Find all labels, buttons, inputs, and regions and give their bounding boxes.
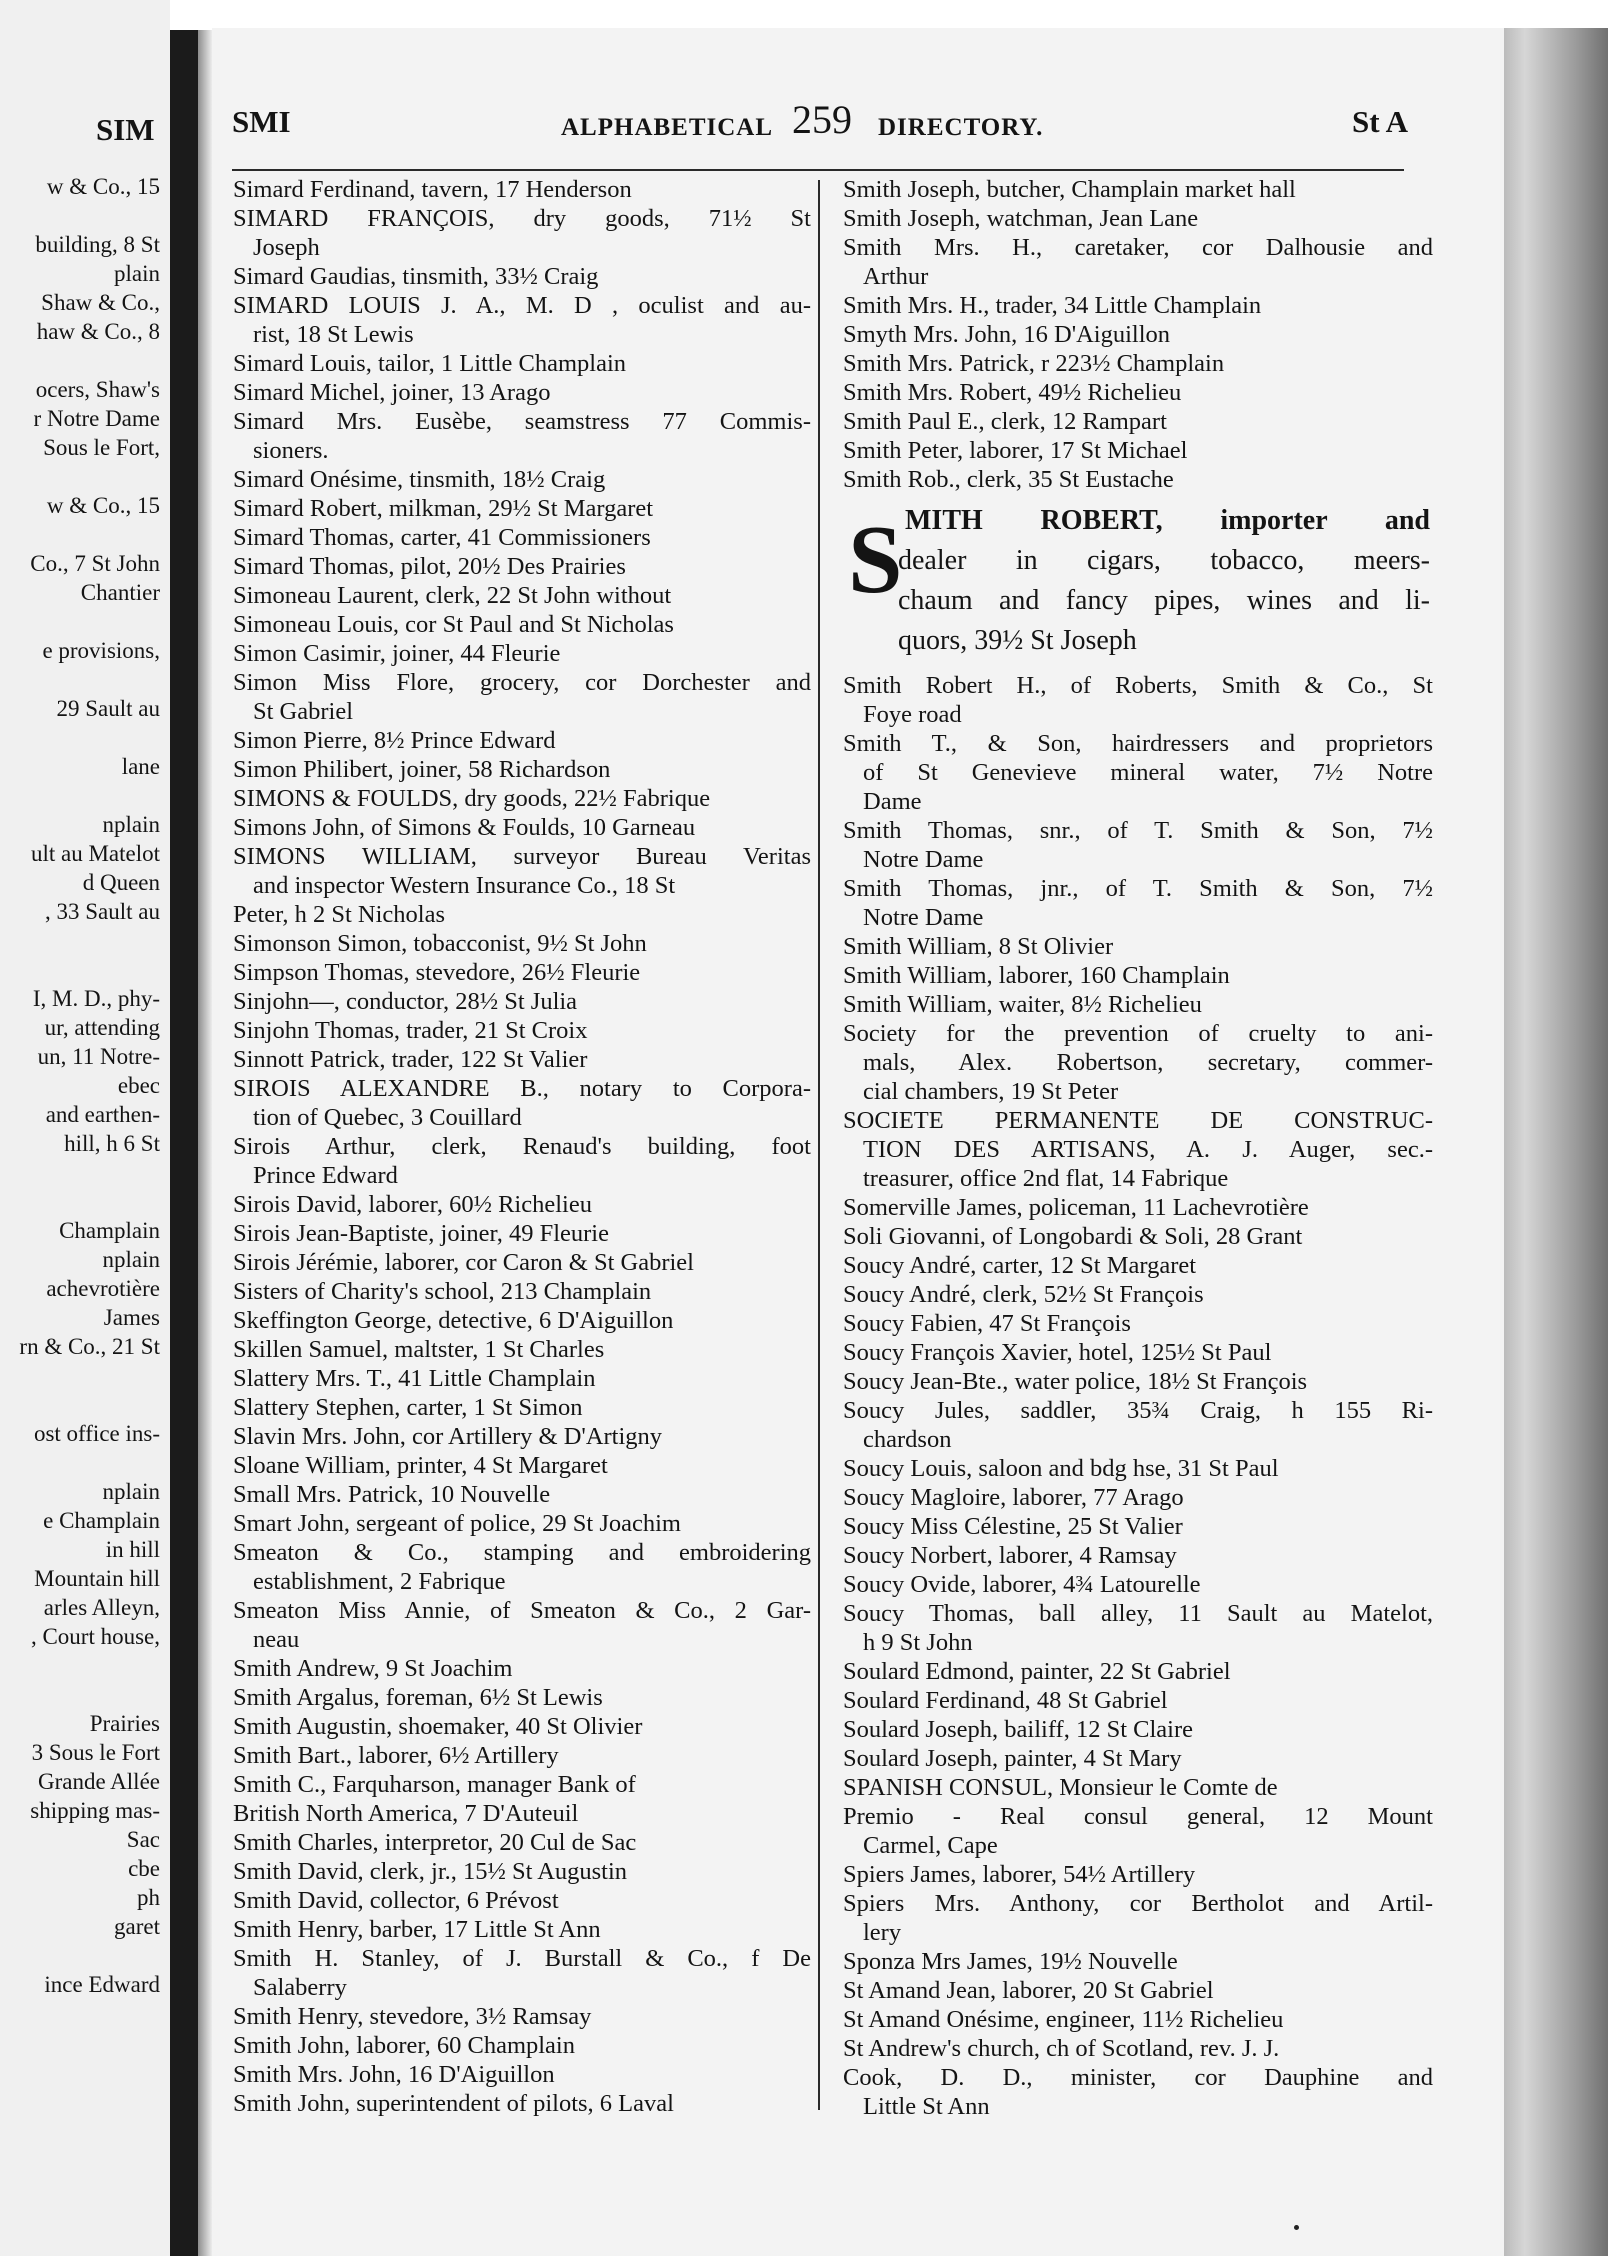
- previous-page-line: [0, 1941, 160, 1971]
- directory-entry-line: Notre Dame: [863, 846, 984, 873]
- directory-entry-line: Sirois Jean-Baptiste, joiner, 49 Fleurie: [233, 1220, 609, 1247]
- previous-page-line: [0, 201, 160, 231]
- previous-page-line: [0, 723, 160, 753]
- directory-entry-line: h 9 St John: [863, 1629, 973, 1656]
- directory-entry-line: SOCIETE PERMANENTE DE CONSTRUC-: [843, 1107, 1433, 1134]
- directory-entry-line: and inspector Western Insurance Co., 18 St: [253, 872, 676, 899]
- directory-entry-line: Smart John, sergeant of police, 29 St Joachim: [233, 1510, 681, 1537]
- directory-entry-line: Society for the prevention of cruelty to ani-: [843, 1020, 1433, 1047]
- directory-entry-line: Smith John, superintendent of pilots, 6 Laval: [233, 2090, 674, 2117]
- directory-entry-line: Small Mrs. Patrick, 10 Nouvelle: [233, 1481, 551, 1508]
- directory-entry-line: Smyth Mrs. John, 16 D'Aiguillon: [843, 321, 1171, 348]
- column-divider: [818, 180, 820, 2110]
- previous-page-line: rn & Co., 21 St: [19, 1334, 160, 1359]
- page-number: 259: [792, 97, 852, 142]
- previous-page-line: ost office ins-: [33, 1421, 160, 1446]
- directory-entry-line: Simard Michel, joiner, 13 Arago: [233, 379, 551, 406]
- previous-page-line: [0, 1361, 160, 1391]
- previous-page-line: in hill: [105, 1537, 160, 1562]
- directory-entry-line: Slavin Mrs. John, cor Artillery & D'Artigny: [233, 1423, 663, 1450]
- directory-entry-line: Soucy François Xavier, hotel, 125½ St Paul: [843, 1339, 1272, 1366]
- directory-entry-line: establishment, 2 Fabrique: [253, 1568, 506, 1595]
- previous-page-line: [0, 346, 160, 376]
- directory-entry-line: Soucy André, clerk, 52½ St François: [843, 1281, 1204, 1308]
- directory-entry-line: St Andrew's church, ch of Scotland, rev. J. J.: [843, 2035, 1280, 2062]
- previous-page-line: [0, 1680, 160, 1710]
- directory-entry-line: Simoneau Laurent, clerk, 22 St John without: [233, 582, 672, 609]
- directory-entry-line: British North America, 7 D'Auteuil: [233, 1800, 579, 1827]
- previous-page-line: Shaw & Co.,: [41, 290, 160, 315]
- directory-entry-line: Smith William, laborer, 160 Champlain: [843, 962, 1230, 989]
- directory-entry-line: Simard Louis, tailor, 1 Little Champlain: [233, 350, 627, 377]
- directory-entry-line: Sisters of Charity's school, 213 Champlain: [233, 1278, 652, 1305]
- directory-entry-line: Soucy André, carter, 12 St Margaret: [843, 1252, 1197, 1279]
- previous-page-line: arles Alleyn,: [43, 1595, 160, 1620]
- directory-entry-line: Soucy Magloire, laborer, 77 Arago: [843, 1484, 1184, 1511]
- directory-entry-line: Simard Mrs. Eusèbe, seamstress 77 Commis-: [233, 408, 811, 435]
- previous-page-line: [0, 781, 160, 811]
- directory-entry-line: Simard Thomas, carter, 41 Commissioners: [233, 524, 651, 551]
- previous-page-line: [0, 1390, 160, 1420]
- directory-entry-line: Simard Ferdinand, tavern, 17 Henderson: [233, 176, 632, 203]
- directory-entry-line: Little St Ann: [863, 2093, 990, 2120]
- previous-page-line: ur, attending: [44, 1015, 160, 1040]
- directory-entry-line: Simpson Thomas, stevedore, 26½ Fleurie: [233, 959, 641, 986]
- directory-entry-line: Simard Robert, milkman, 29½ St Margaret: [233, 495, 654, 522]
- directory-entry-line: SIROIS ALEXANDRE B., notary to Corpora-: [233, 1075, 811, 1102]
- directory-entry-line: Smeaton Miss Annie, of Smeaton & Co., 2 Gar-: [233, 1597, 811, 1624]
- directory-entry-line: Smith Mrs. Patrick, r 223½ Champlain: [843, 350, 1225, 377]
- directory-entry-line: Smith H. Stanley, of J. Burstall & Co., f De: [233, 1945, 811, 1972]
- directory-entry-line: Arthur: [863, 263, 929, 290]
- directory-entry-line: Notre Dame: [863, 904, 984, 931]
- directory-entry-line: of St Genevieve mineral water, 7½ Notre: [863, 759, 1433, 786]
- previous-page-line: I, M. D., phy-: [32, 986, 160, 1011]
- directory-entry-line: Smith Joseph, watchman, Jean Lane: [843, 205, 1199, 232]
- directory-entry-line: Simard Gaudias, tinsmith, 33½ Craig: [233, 263, 599, 290]
- directory-entry-line: Dame: [863, 788, 922, 815]
- previous-page-line: e provisions,: [42, 638, 160, 663]
- previous-page-line: w & Co., 15: [46, 174, 160, 199]
- previous-page-line: ph: [137, 1885, 160, 1910]
- directory-entry-line: Spiers Mrs. Anthony, cor Bertholot and Artil-: [843, 1890, 1433, 1917]
- advert-line: quors, 39½ St Joseph: [898, 625, 1137, 656]
- directory-entry-line: Simoneau Louis, cor St Paul and St Nicholas: [233, 611, 674, 638]
- directory-entry-line: Simon Philibert, joiner, 58 Richardson: [233, 756, 611, 783]
- advert-line: dealer in cigars, tobacco, meers-: [898, 545, 1430, 576]
- previous-page-line: and earthen-: [45, 1102, 160, 1127]
- directory-entry-line: Soucy Louis, saloon and bdg hse, 31 St Paul: [843, 1455, 1279, 1482]
- previous-page-line: ult au Matelot: [30, 841, 160, 866]
- previous-page-line: Chantier: [80, 580, 160, 605]
- previous-page-fragment: [0, 0, 170, 2256]
- directory-entry-line: Smith Robert H., of Roberts, Smith & Co., St: [843, 672, 1433, 699]
- directory-entry-line: Simon Miss Flore, grocery, cor Dorchester and: [233, 669, 811, 696]
- previous-page-line: [0, 1651, 160, 1681]
- previous-page-line: Sous le Fort,: [43, 435, 160, 460]
- previous-page-line: [0, 1448, 160, 1478]
- previous-page-line: lane: [121, 754, 160, 779]
- directory-entry-line: Soucy Thomas, ball alley, 11 Sault au Matelot,: [843, 1600, 1433, 1627]
- directory-entry-line: Soulard Edmond, painter, 22 St Gabriel: [843, 1658, 1231, 1685]
- directory-entry-line: Skillen Samuel, maltster, 1 St Charles: [233, 1336, 605, 1363]
- gutter-shadow: [198, 30, 212, 2256]
- directory-entry-line: Smith Mrs. H., trader, 34 Little Champlain: [843, 292, 1262, 319]
- directory-entry-line: Smith Thomas, jnr., of T. Smith & Son, 7½: [843, 875, 1433, 902]
- previous-page-line: achevrotière: [46, 1276, 160, 1301]
- previous-page-line: w & Co., 15: [46, 493, 160, 518]
- directory-entry-line: cial chambers, 19 St Peter: [863, 1078, 1119, 1105]
- directory-entry-line: St Gabriel: [253, 698, 354, 725]
- advert-initial: S: [848, 506, 903, 614]
- directory-entry-line: Smith Joseph, butcher, Champlain market hall: [843, 176, 1296, 203]
- directory-entry-line: Soucy Norbert, laborer, 4 Ramsay: [843, 1542, 1177, 1569]
- directory-entry-line: Smith Mrs. John, 16 D'Aiguillon: [233, 2061, 555, 2088]
- directory-entry-line: Sinjohn—, conductor, 28½ St Julia: [233, 988, 578, 1015]
- directory-entry-line: Smith John, laborer, 60 Champlain: [233, 2032, 575, 2059]
- directory-entry-line: Smith T., & Son, hairdressers and proprietors: [843, 730, 1433, 757]
- previous-page-line: ocers, Shaw's: [35, 377, 160, 402]
- book-gutter: [170, 30, 198, 2256]
- directory-entry-line: Smith Rob., clerk, 35 St Eustache: [843, 466, 1174, 493]
- directory-entry-line: Sloane William, printer, 4 St Margaret: [233, 1452, 608, 1479]
- previous-page-line: haw & Co., 8: [36, 319, 160, 344]
- page-speck: [1294, 2225, 1299, 2230]
- directory-entry-line: Slattery Mrs. T., 41 Little Champlain: [233, 1365, 596, 1392]
- directory-entry-line: SIMARD LOUIS J. A., M. D , oculist and au-: [233, 292, 811, 319]
- directory-entry-line: Soucy Jean-Bte., water police, 18½ St François: [843, 1368, 1308, 1395]
- directory-entry-line: Sinnott Patrick, trader, 122 St Valier: [233, 1046, 588, 1073]
- previous-page-line: [0, 926, 160, 956]
- previous-page-line: un, 11 Notre-: [37, 1044, 160, 1069]
- directory-entry-line: Sirois Jérémie, laborer, cor Caron & St Gabriel: [233, 1249, 694, 1276]
- directory-entry-line: SPANISH CONSUL, Monsieur le Comte de: [843, 1774, 1278, 1801]
- previous-page-line: cbe: [128, 1856, 160, 1881]
- directory-entry-line: Soulard Joseph, painter, 4 St Mary: [843, 1745, 1182, 1772]
- previous-page-line: 29 Sault au: [56, 696, 160, 721]
- directory-entry-line: Sirois Arthur, clerk, Renaud's building, foot: [233, 1133, 811, 1160]
- previous-page-line: d Queen: [82, 870, 160, 895]
- directory-entry-line: Smith Augustin, shoemaker, 40 St Olivier: [233, 1713, 643, 1740]
- directory-entry-line: Sirois David, laborer, 60½ Richelieu: [233, 1191, 592, 1218]
- previous-page-line: hill, h 6 St: [64, 1131, 160, 1156]
- directory-entry-line: St Amand Jean, laborer, 20 St Gabriel: [843, 1977, 1214, 2004]
- directory-entry-line: Soulard Ferdinand, 48 St Gabriel: [843, 1687, 1168, 1714]
- previous-page-line: 3 Sous le Fort: [31, 1740, 160, 1765]
- previous-page-line: ince Edward: [44, 1972, 160, 1997]
- directory-entry-line: Simon Pierre, 8½ Prince Edward: [233, 727, 556, 754]
- previous-page-line: garet: [114, 1914, 160, 1939]
- previous-page-line: [0, 1187, 160, 1217]
- directory-entry-line: Sponza Mrs James, 19½ Nouvelle: [843, 1948, 1178, 1975]
- directory-entry-line: SIMONS & FOULDS, dry goods, 22½ Fabrique: [233, 785, 711, 812]
- previous-page-line: nplain: [102, 1479, 160, 1504]
- directory-entry-line: SIMONS WILLIAM, surveyor Bureau Veritas: [233, 843, 811, 870]
- directory-entry-line: Simard Onésime, tinsmith, 18½ Craig: [233, 466, 606, 493]
- previous-page-header: SIM: [96, 112, 155, 147]
- previous-page-line: [0, 665, 160, 695]
- previous-page-line: , Court house,: [30, 1624, 160, 1649]
- directory-entry-line: Joseph: [253, 234, 320, 261]
- previous-page-line: ebec: [117, 1073, 160, 1098]
- header-section-left: SMI: [232, 104, 291, 139]
- directory-entry-line: Smith David, clerk, jr., 15½ St Augustin: [233, 1858, 628, 1885]
- directory-entry-line: Skeffington George, detective, 6 D'Aiguillon: [233, 1307, 674, 1334]
- previous-page-line: building, 8 St: [35, 232, 160, 257]
- directory-entry-line: Simonson Simon, tobacconist, 9½ St John: [233, 930, 647, 957]
- directory-entry-line: Smith David, collector, 6 Prévost: [233, 1887, 559, 1914]
- directory-entry-line: Salaberry: [253, 1974, 347, 2001]
- header-title-right: DIRECTORY.: [878, 114, 1044, 141]
- previous-page-line: [0, 520, 160, 550]
- previous-page-line: [0, 955, 160, 985]
- directory-entry-line: Premio - Real consul general, 12 Mount: [843, 1803, 1433, 1830]
- directory-entry-line: Smith Thomas, snr., of T. Smith & Son, 7½: [843, 817, 1433, 844]
- directory-entry-line: TION DES ARTISANS, A. J. Auger, sec.-: [863, 1136, 1433, 1163]
- previous-page-line: Sac: [126, 1827, 160, 1852]
- directory-entry-line: Smith Bart., laborer, 6½ Artillery: [233, 1742, 559, 1769]
- directory-entry-line: SIMARD FRANÇOIS, dry goods, 71½ St: [233, 205, 811, 232]
- header-rule: [232, 169, 1404, 171]
- directory-entry-line: Simons John, of Simons & Foulds, 10 Garneau: [233, 814, 696, 841]
- directory-entry-line: Smith Argalus, foreman, 6½ St Lewis: [233, 1684, 603, 1711]
- directory-entry-line: Soli Giovanni, of Longobardi & Soli, 28 Grant: [843, 1223, 1303, 1250]
- previous-page-line: Prairies: [89, 1711, 160, 1736]
- directory-entry-line: mals, Alex. Robertson, secretary, commer-: [863, 1049, 1433, 1076]
- directory-entry-line: Smith Mrs. Robert, 49½ Richelieu: [843, 379, 1182, 406]
- previous-page-line: plain: [114, 261, 160, 286]
- directory-entry-line: St Amand Onésime, engineer, 11½ Richelieu: [843, 2006, 1284, 2033]
- directory-entry-line: Smith Charles, interpretor, 20 Cul de Sac: [233, 1829, 637, 1856]
- previous-page-line: nplain: [102, 812, 160, 837]
- directory-entry-line: Soucy Fabien, 47 St François: [843, 1310, 1131, 1337]
- directory-entry-line: Smith C., Farquharson, manager Bank of: [233, 1771, 636, 1798]
- directory-entry-line: Smith Andrew, 9 St Joachim: [233, 1655, 513, 1682]
- previous-page-line: James: [103, 1305, 160, 1330]
- directory-entry-line: chardson: [863, 1426, 952, 1453]
- directory-entry-line: Smith Paul E., clerk, 12 Rampart: [843, 408, 1167, 435]
- directory-entry-line: Smith Peter, laborer, 17 St Michael: [843, 437, 1188, 464]
- directory-entry-line: Smith Mrs. H., caretaker, cor Dalhousie and: [843, 234, 1433, 261]
- directory-entry-line: Simard Thomas, pilot, 20½ Des Prairies: [233, 553, 626, 580]
- directory-entry-line: Soucy Miss Célestine, 25 St Valier: [843, 1513, 1183, 1540]
- directory-entry-line: Spiers James, laborer, 54½ Artillery: [843, 1861, 1196, 1888]
- directory-entry-line: neau: [253, 1626, 300, 1653]
- directory-entry-line: Smith Henry, stevedore, 3½ Ramsay: [233, 2003, 592, 2030]
- directory-entry-line: Carmel, Cape: [863, 1832, 998, 1859]
- previous-page-line: shipping mas-: [30, 1798, 160, 1823]
- directory-entry-line: Smeaton & Co., stamping and embroidering: [233, 1539, 811, 1566]
- previous-page-line: nplain: [102, 1247, 160, 1272]
- header-title-left: ALPHABETICAL: [561, 114, 774, 141]
- directory-entry-line: Slattery Stephen, carter, 1 St Simon: [233, 1394, 583, 1421]
- previous-page-line: , 33 Sault au: [45, 899, 160, 924]
- advert-line: MITH ROBERT, importer and: [905, 505, 1430, 536]
- directory-entry-line: treasurer, office 2nd flat, 14 Fabrique: [863, 1165, 1229, 1192]
- previous-page-line: Grande Allée: [38, 1769, 160, 1794]
- directory-entry-line: Sinjohn Thomas, trader, 21 St Croix: [233, 1017, 588, 1044]
- directory-entry-line: Somerville James, policeman, 11 Lachevrotière: [843, 1194, 1309, 1221]
- directory-entry-line: Soucy Ovide, laborer, 4¾ Latourelle: [843, 1571, 1201, 1598]
- directory-entry-line: Smith William, waiter, 8½ Richelieu: [843, 991, 1202, 1018]
- directory-entry-line: Prince Edward: [253, 1162, 398, 1189]
- previous-page-line: Champlain: [59, 1218, 160, 1243]
- previous-page-line: [0, 1158, 160, 1188]
- previous-page-line: r Notre Dame: [33, 406, 160, 431]
- previous-page-line: [0, 607, 160, 637]
- advert-line: chaum and fancy pipes, wines and li-: [898, 585, 1430, 616]
- directory-entry-line: sioners.: [253, 437, 329, 464]
- previous-page-line: [0, 462, 160, 492]
- directory-entry-line: Cook, D. D., minister, cor Dauphine and: [843, 2064, 1433, 2091]
- directory-entry-line: rist, 18 St Lewis: [253, 321, 414, 348]
- directory-entry-line: tion of Quebec, 3 Couillard: [253, 1104, 522, 1131]
- directory-entry-line: Smith Henry, barber, 17 Little St Ann: [233, 1916, 601, 1943]
- previous-page-line: Mountain hill: [34, 1566, 160, 1591]
- directory-entry-line: Foye road: [863, 701, 962, 728]
- directory-entry-line: Peter, h 2 St Nicholas: [233, 901, 446, 928]
- previous-page-line: e Champlain: [43, 1508, 160, 1533]
- directory-entry-line: lery: [863, 1919, 902, 1946]
- directory-entry-line: Soucy Jules, saddler, 35¾ Craig, h 155 Ri-: [843, 1397, 1433, 1424]
- directory-entry-line: Simon Casimir, joiner, 44 Fleurie: [233, 640, 561, 667]
- directory-entry-line: Soulard Joseph, bailiff, 12 St Claire: [843, 1716, 1193, 1743]
- previous-page-line: Co., 7 St John: [30, 551, 160, 576]
- directory-entry-line: Smith William, 8 St Olivier: [843, 933, 1114, 960]
- page-edge: [1504, 28, 1608, 2256]
- header-section-right: St A: [1352, 104, 1408, 139]
